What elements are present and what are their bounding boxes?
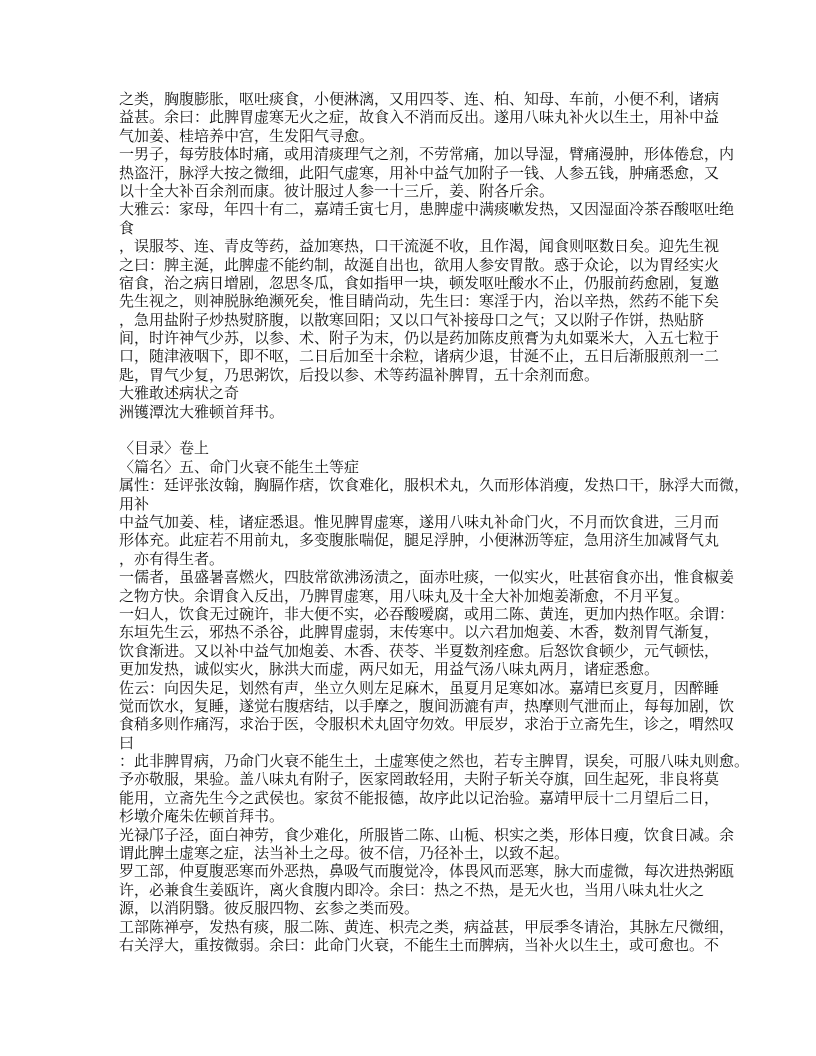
text-line: 洲镬潭沈大雅顿首拜书。 xyxy=(119,402,285,421)
text-line: 中益气加姜、桂，诸症悉退。惟见脾胃虚寒，遂用八味丸补命门火，不月而饮食进，三月而 xyxy=(119,512,720,531)
text-line: 〈篇名〉五、命门火衰不能生土等症 xyxy=(119,457,360,476)
text-line: 口，随津液咽下，即不呕，二日后加至十余粒，诸病少退，甘涎不止，五日后渐服煎剂一二 xyxy=(119,347,720,366)
text-line: 饮食渐进。又以补中益气加炮姜、木香、茯苓、半夏数剂痊愈。后怒饮食顿少，元气顿怯， xyxy=(119,641,720,660)
text-line: 形体充。此症若不用前丸，多变腹胀喘促，腿足浮肿，小便淋沥等症，急用济生加减肾气丸 xyxy=(119,531,720,550)
text-line: 工部陈禅亭，发热有痰，服二陈、黄连、枳壳之类，病益甚，甲辰季冬请治，其脉左尺微细， xyxy=(119,917,735,936)
text-line: 间，时许神气少苏，以参、术、附子为末，仍以是药加陈皮煎膏为丸如粟米大，入五七粒于 xyxy=(119,329,720,348)
blank-line xyxy=(119,421,709,439)
text-line: ，误服芩、连、青皮等药，益加寒热，口干流涎不收，且作渴，闻食则呕数日矣。迎先生视 xyxy=(119,237,720,256)
text-line: 热盗汗，脉浮大按之微细，此阳气虚寒，用补中益气加附子一钱、人参五钱，肿痛悉愈，又 xyxy=(119,163,720,182)
text-line: ，急用盐附子炒热熨脐腹，以散寒回阳；又以口气补接母口之气；又以附子作饼，热贴脐 xyxy=(119,310,705,329)
document-page xyxy=(119,90,750,954)
text-line: 许，必兼食生姜瓯许，离火食腹内即冷。余曰：热之不热，是无火也，当用八味丸壮火之 xyxy=(119,880,705,899)
text-line: 光禄邝子泾，面白神劳，食少难化，所服皆二陈、山栀、枳实之类，形体日瘦，饮食日减。余 xyxy=(119,825,735,844)
text-line: 属性：廷评张汝翰，胸膈作痞，饮食难化，服枳术丸，久而形体消瘦，发热口干，脉浮大而微， xyxy=(119,476,750,495)
text-line: 更加发热，诚似实火，脉洪大而虚，两尺如无，用益气汤八味丸两月，诸症悉愈。 xyxy=(119,660,660,679)
text-line: 食 xyxy=(119,218,135,237)
text-line: 觉而饮水，复睡，遂觉右腹痞结，以手摩之，腹间沥漉有声，热摩则气泄而止，每每加剧，饮 xyxy=(119,696,735,715)
text-line: 先生视之，则神脱脉绝濒死矣，惟目睛尚动，先生曰：寒淫于内，治以辛热，然药不能下矣 xyxy=(119,292,720,311)
text-line: 之物方快。余谓食入反出，乃脾胃虚寒，用八味丸及十全大补加炮姜渐愈，不月平复。 xyxy=(119,586,690,605)
text-line: 谓此脾土虚寒之症，法当补土之母。彼不信，乃径补土，以致不起。 xyxy=(119,844,570,863)
text-line: 食稍多则作痛泻，求治于医，令服枳术丸固守勿效。甲辰岁，求治于立斋先生，诊之，喟然叹 xyxy=(119,715,735,734)
text-line: 一儒者，虽盛暑喜燃火，四肢常欲沸汤渍之，面赤吐痰，一似实火，吐甚宿食亦出，惟食椒姜 xyxy=(119,568,735,587)
text-line: 之曰：脾主涎，此脾虚不能约制，故涎自出也，欲用人参安胃散。惑于众论，以为胃经实火 xyxy=(119,255,720,274)
text-line: 一妇人，饮食无过碗许，非大便不实，必吞酸嗳腐，或用二陈、黄连，更加内热作呕。余谓： xyxy=(119,604,735,623)
text-line: 大雅敢述病状之奇 xyxy=(119,384,240,403)
text-line: 〈目录〉卷上 xyxy=(119,439,210,458)
text-line: 右关浮大，重按微弱。余曰：此命门火衰，不能生土而脾病，当补火以生土，或可愈也。不 xyxy=(119,935,720,954)
text-line: 益甚。余曰：此脾胃虚寒无火之症，故食入不消而反出。遂用八味丸补火以生土，用补中益 xyxy=(119,108,720,127)
text-line: 大雅云：家母，年四十有二，嘉靖壬寅七月，患脾虚中满痰嗽发热，又因湿面冷茶吞酸呕吐绝 xyxy=(119,200,735,219)
text-line: ，亦有得生者。 xyxy=(119,549,225,568)
text-line: 予亦敬服，果验。盖八味丸有附子，医家罔敢轻用，夫附子斩关夺旗，回生起死，非良将莫 xyxy=(119,770,720,789)
text-line: 之类，胸腹膨胀，呕吐痰食，小便淋漓，又用四苓、连、柏、知母、车前，小便不利，诸病 xyxy=(119,90,720,108)
text-line: 源，以消阴翳。彼反服四物、玄参之类而殁。 xyxy=(119,899,420,918)
text-line: 能用，立斋先生今之武侯也。家贫不能报德，故序此以记治验。嘉靖甲辰十二月望后二日， xyxy=(119,788,720,807)
text-line: 以十全大补百余剂而康。彼计服过人参一十三斤，姜、附各斤余。 xyxy=(119,181,555,200)
text-line: 用补 xyxy=(119,494,150,513)
text-line: 东垣先生云，邪热不杀谷，此脾胃虚弱，末传寒中。以六君加炮姜、木香，数剂胃气渐复， xyxy=(119,623,720,642)
text-line: 罗工部，仲夏腹恶寒而外恶热，鼻吸气而腹觉冷，体畏风而恶寒，脉大而虚微，每次进热粥瓯 xyxy=(119,862,735,881)
text-line: 气加姜、桂培养中宫，生发阳气寻愈。 xyxy=(119,126,375,145)
text-line: 曰 xyxy=(119,733,135,752)
text-line: ：此非脾胃病，乃命门火衰不能生土，土虚寒使之然也，若专主脾胃，误矣，可服八味丸则愈。 xyxy=(119,752,750,771)
text-line: 匙，胃气少复，乃思粥饮，后投以参、术等药温补脾胃，五十余剂而愈。 xyxy=(119,365,600,384)
text-line: 宿食，治之病日增剧，忽思冬瓜，食如指甲一块，顿发呕吐酸水不止，仍服前药愈剧，复邀 xyxy=(119,273,720,292)
text-line: 佐云：向因失足，划然有声，坐立久则左足麻木，虽夏月足寒如冰。嘉靖巳亥夏月，因醉睡 xyxy=(119,678,720,697)
text-line: 一男子，每劳肢体时痛，或用清痰理气之剂，不劳常痛，加以导湿，臂痛漫肿，形体倦怠，内 xyxy=(119,145,735,164)
text-line: 杉墩介庵朱佐顿首拜书。 xyxy=(119,807,285,826)
